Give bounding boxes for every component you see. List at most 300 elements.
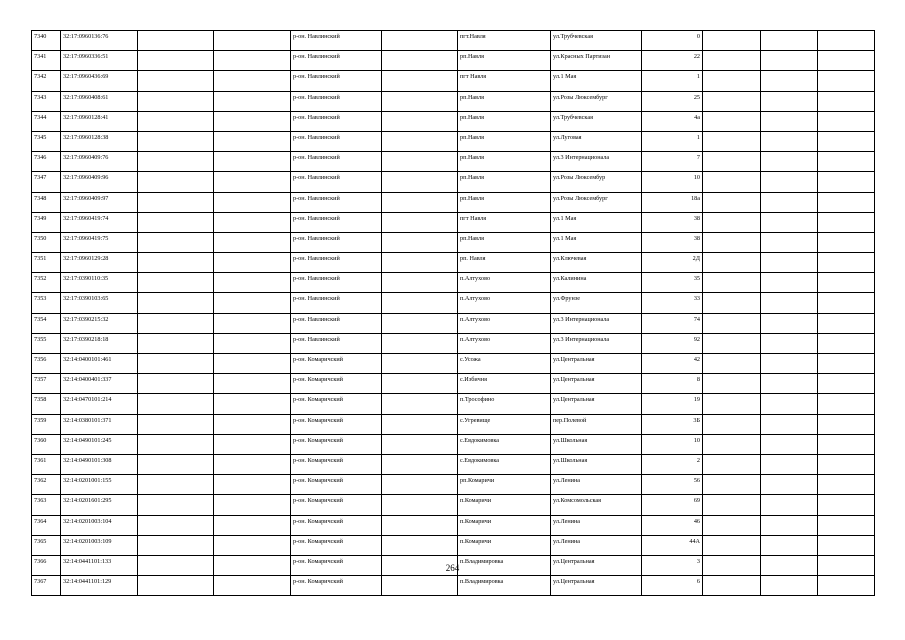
table-cell <box>214 293 291 313</box>
table-cell <box>818 313 875 333</box>
table-cell <box>703 333 761 353</box>
table-cell <box>818 434 875 454</box>
table-cell <box>761 495 818 515</box>
table-cell: 32:14:0400101:461 <box>61 354 138 374</box>
table-cell: рп.Навля <box>458 131 551 151</box>
table-cell <box>138 374 214 394</box>
table-cell: п.Комаричи <box>458 535 551 555</box>
table-cell: 7361 <box>32 454 61 474</box>
table-cell: рп.Навля <box>458 152 551 172</box>
table-cell <box>138 232 214 252</box>
table-cell <box>382 293 458 313</box>
table-cell: 7349 <box>32 212 61 232</box>
table-row <box>32 192 875 212</box>
table-cell: 32:14:0441101:129 <box>61 576 138 596</box>
table-cell: р-он. Навлинский <box>291 71 382 91</box>
table-cell <box>214 232 291 252</box>
table-row <box>32 152 875 172</box>
table-cell: п.Комаричи <box>458 495 551 515</box>
table-cell <box>703 152 761 172</box>
table-cell <box>214 354 291 374</box>
table-cell: р-он. Навлинский <box>291 51 382 71</box>
table-cell: 0 <box>642 31 703 51</box>
table-cell: ул.Трубчевская <box>551 111 642 131</box>
table-cell: п.Владимировка <box>458 576 551 596</box>
table-cell: 2 <box>642 454 703 474</box>
table-cell: 7354 <box>32 313 61 333</box>
table-cell <box>818 273 875 293</box>
table-cell <box>818 253 875 273</box>
page-number: 264 <box>445 563 460 573</box>
table-cell <box>703 354 761 374</box>
table-cell <box>818 111 875 131</box>
table-row <box>32 394 875 414</box>
table-cell <box>818 535 875 555</box>
table-cell <box>382 454 458 474</box>
table-cell <box>818 576 875 596</box>
table-cell: 32:17:0390215:32 <box>61 313 138 333</box>
table-cell <box>761 515 818 535</box>
table-cell <box>761 192 818 212</box>
table-cell <box>382 313 458 333</box>
table-cell <box>703 576 761 596</box>
table-cell: ул.Розы Люксембур <box>551 172 642 192</box>
table-cell <box>703 394 761 414</box>
table-cell: 7355 <box>32 333 61 353</box>
table-cell: ул.3 Интернационала <box>551 333 642 353</box>
table-cell: ул.Луговая <box>551 131 642 151</box>
table-cell: 7352 <box>32 273 61 293</box>
table-cell: 92 <box>642 333 703 353</box>
table-cell <box>214 253 291 273</box>
table-cell <box>382 172 458 192</box>
table-cell: 32:17:0960419:74 <box>61 212 138 232</box>
table-cell <box>214 495 291 515</box>
table-cell <box>382 273 458 293</box>
table-cell: 32:17:0390103:65 <box>61 293 138 313</box>
registry-table-body <box>32 31 875 596</box>
table-cell <box>818 172 875 192</box>
table-cell: 10 <box>642 434 703 454</box>
table-cell: р-он. Комаричский <box>291 576 382 596</box>
table-cell <box>382 31 458 51</box>
table-row <box>32 434 875 454</box>
table-cell: 7343 <box>32 91 61 111</box>
table-cell <box>818 293 875 313</box>
table-cell: 3 <box>642 555 703 575</box>
table-cell: ул.Школьная <box>551 434 642 454</box>
table-cell <box>761 172 818 192</box>
table-cell <box>138 51 214 71</box>
table-cell <box>703 91 761 111</box>
table-cell: п.Алтухово <box>458 293 551 313</box>
table-cell: 38 <box>642 212 703 232</box>
table-cell <box>761 475 818 495</box>
table-cell <box>761 374 818 394</box>
table-cell <box>138 212 214 232</box>
table-cell: ул.Фрунзе <box>551 293 642 313</box>
table-cell: 7346 <box>32 152 61 172</box>
table-cell <box>138 475 214 495</box>
table-cell: 7366 <box>32 555 61 575</box>
table-cell <box>818 454 875 474</box>
table-cell <box>761 212 818 232</box>
table-row <box>32 535 875 555</box>
table-cell: 32:17:0960128:38 <box>61 131 138 151</box>
table-cell: 46 <box>642 515 703 535</box>
table-cell: с.Избичня <box>458 374 551 394</box>
table-row <box>32 253 875 273</box>
table-cell: 32:14:0201001:155 <box>61 475 138 495</box>
table-cell: 7347 <box>32 172 61 192</box>
table-cell: п.Алтухово <box>458 273 551 293</box>
table-cell: 19 <box>642 394 703 414</box>
table-cell: ул.1 Мая <box>551 232 642 252</box>
table-row <box>32 232 875 252</box>
table-cell: 32:14:0400401:337 <box>61 374 138 394</box>
table-cell: рп.Навля <box>458 51 551 71</box>
table-cell <box>138 71 214 91</box>
table-cell <box>761 394 818 414</box>
table-cell: р-он. Навлинский <box>291 152 382 172</box>
table-cell <box>138 515 214 535</box>
table-cell: 42 <box>642 354 703 374</box>
table-cell: ул.1 Мая <box>551 71 642 91</box>
table-cell <box>382 71 458 91</box>
table-cell: р-он. Навлинский <box>291 232 382 252</box>
table-cell: 7350 <box>32 232 61 252</box>
table-cell <box>703 232 761 252</box>
table-cell <box>138 333 214 353</box>
table-cell: 6 <box>642 576 703 596</box>
table-row <box>32 172 875 192</box>
table-cell <box>761 454 818 474</box>
table-cell: 56 <box>642 475 703 495</box>
table-cell <box>382 515 458 535</box>
table-cell: 32:17:0960336:51 <box>61 51 138 71</box>
table-cell: 32:17:0960129:28 <box>61 253 138 273</box>
table-cell <box>761 91 818 111</box>
table-cell: 32:14:0490101:245 <box>61 434 138 454</box>
table-cell: р-он. Навлинский <box>291 313 382 333</box>
table-cell: р-он. Навлинский <box>291 293 382 313</box>
table-row <box>32 212 875 232</box>
table-cell: р-он. Комаричский <box>291 475 382 495</box>
table-cell: 3Б <box>642 414 703 434</box>
table-cell: ул.Комсомольская <box>551 495 642 515</box>
table-row <box>32 51 875 71</box>
table-row <box>32 354 875 374</box>
table-cell <box>703 111 761 131</box>
table-cell: 32:14:0380101:371 <box>61 414 138 434</box>
table-cell: 7360 <box>32 434 61 454</box>
table-cell <box>818 515 875 535</box>
table-cell: р-он. Навлинский <box>291 131 382 151</box>
table-cell: ул.Красных Партизан <box>551 51 642 71</box>
table-cell: с.Евдокимовка <box>458 434 551 454</box>
table-cell: р-он. Комаричский <box>291 555 382 575</box>
table-cell: 7353 <box>32 293 61 313</box>
table-cell <box>818 131 875 151</box>
table-cell <box>703 131 761 151</box>
table-cell <box>818 354 875 374</box>
table-cell: 2Д <box>642 253 703 273</box>
table-cell: р-он. Навлинский <box>291 111 382 131</box>
table-cell <box>818 333 875 353</box>
table-cell: п.Алтухово <box>458 313 551 333</box>
table-cell <box>382 192 458 212</box>
table-cell: 1 <box>642 71 703 91</box>
table-cell: 8 <box>642 374 703 394</box>
table-cell: 7342 <box>32 71 61 91</box>
table-cell <box>818 212 875 232</box>
table-cell: 7344 <box>32 111 61 131</box>
table-cell <box>761 31 818 51</box>
table-cell: рп.Комаричи <box>458 475 551 495</box>
table-cell: рп.Навля <box>458 232 551 252</box>
table-cell <box>818 71 875 91</box>
table-cell: ул.Ленина <box>551 515 642 535</box>
table-cell: ул.Ленина <box>551 535 642 555</box>
table-cell <box>214 535 291 555</box>
table-cell: р-он. Навлинский <box>291 172 382 192</box>
table-row <box>32 131 875 151</box>
table-cell: рп.Навля <box>458 91 551 111</box>
table-cell: п.Комаричи <box>458 515 551 535</box>
table-cell <box>214 414 291 434</box>
table-cell: 38 <box>642 232 703 252</box>
table-cell <box>818 495 875 515</box>
table-cell: рп.Навля <box>458 111 551 131</box>
table-cell <box>382 535 458 555</box>
table-cell <box>818 31 875 51</box>
table-cell: р-он. Навлинский <box>291 91 382 111</box>
table-cell <box>382 152 458 172</box>
table-cell <box>703 172 761 192</box>
table-cell <box>703 414 761 434</box>
table-cell <box>214 152 291 172</box>
table-cell <box>382 111 458 131</box>
table-cell <box>214 515 291 535</box>
table-cell <box>761 273 818 293</box>
table-cell <box>214 374 291 394</box>
table-cell <box>382 374 458 394</box>
table-cell <box>138 394 214 414</box>
table-cell: ул.3 Интернационала <box>551 152 642 172</box>
table-row <box>32 475 875 495</box>
table-cell <box>703 475 761 495</box>
table-cell <box>703 454 761 474</box>
table-cell: 32:17:0390218:18 <box>61 333 138 353</box>
table-cell: с.Усожа <box>458 354 551 374</box>
table-cell <box>138 434 214 454</box>
table-cell <box>761 434 818 454</box>
table-cell <box>818 394 875 414</box>
table-cell <box>382 51 458 71</box>
table-cell <box>703 51 761 71</box>
table-cell <box>703 515 761 535</box>
table-cell: ул.1 Мая <box>551 212 642 232</box>
table-cell: пгт.Навля <box>458 31 551 51</box>
table-cell <box>214 434 291 454</box>
table-cell: р-он. Комаричский <box>291 394 382 414</box>
table-cell <box>703 495 761 515</box>
table-cell <box>818 192 875 212</box>
table-cell <box>214 192 291 212</box>
table-row <box>32 414 875 434</box>
table-cell: ул.Центральная <box>551 354 642 374</box>
table-row <box>32 313 875 333</box>
table-cell: 32:17:0960409:96 <box>61 172 138 192</box>
table-cell: ул.Калинина <box>551 273 642 293</box>
table-cell: 7358 <box>32 394 61 414</box>
table-cell <box>818 475 875 495</box>
table-cell <box>138 495 214 515</box>
table-cell: 7351 <box>32 253 61 273</box>
table-cell <box>761 232 818 252</box>
table-cell <box>214 394 291 414</box>
table-cell <box>138 354 214 374</box>
table-row <box>32 515 875 535</box>
table-cell: 7364 <box>32 515 61 535</box>
table-cell <box>138 313 214 333</box>
table-cell <box>214 31 291 51</box>
table-cell <box>703 71 761 91</box>
table-cell: р-он. Комаричский <box>291 535 382 555</box>
table-cell: пер.Полевой <box>551 414 642 434</box>
table-cell: рп. Навля <box>458 253 551 273</box>
table-cell: 7363 <box>32 495 61 515</box>
table-cell: 7340 <box>32 31 61 51</box>
table-row <box>32 31 875 51</box>
table-cell <box>382 333 458 353</box>
table-cell <box>818 152 875 172</box>
table-row <box>32 495 875 515</box>
table-cell <box>214 131 291 151</box>
table-cell: 32:17:0960136:76 <box>61 31 138 51</box>
table-cell <box>761 152 818 172</box>
table-cell <box>138 576 214 596</box>
table-cell <box>214 576 291 596</box>
table-cell <box>703 212 761 232</box>
table-cell: ул.3 Интернационала <box>551 313 642 333</box>
table-cell: 7365 <box>32 535 61 555</box>
table-cell <box>761 131 818 151</box>
table-cell <box>214 51 291 71</box>
table-cell: 1 <box>642 131 703 151</box>
table-cell: ул.Розы Люксембург <box>551 192 642 212</box>
table-cell <box>138 31 214 51</box>
table-cell: 7357 <box>32 374 61 394</box>
table-cell <box>703 313 761 333</box>
table-cell: 7362 <box>32 475 61 495</box>
table-cell <box>761 51 818 71</box>
table-cell <box>761 253 818 273</box>
table-cell <box>214 71 291 91</box>
table-cell: пгт Навля <box>458 71 551 91</box>
table-cell: ул.Центральная <box>551 394 642 414</box>
table-cell: 35 <box>642 273 703 293</box>
table-cell <box>382 495 458 515</box>
table-cell: ул.Розы Люксембург <box>551 91 642 111</box>
table-cell <box>138 111 214 131</box>
table-row <box>32 91 875 111</box>
table-cell <box>818 91 875 111</box>
table-cell <box>138 273 214 293</box>
table-cell: р-он. Комаричский <box>291 495 382 515</box>
table-cell <box>382 131 458 151</box>
table-cell <box>703 273 761 293</box>
table-cell <box>138 253 214 273</box>
table-cell: с.Угревище <box>458 414 551 434</box>
table-cell <box>214 454 291 474</box>
table-row <box>32 333 875 353</box>
table-cell: р-он. Комаричский <box>291 454 382 474</box>
table-cell <box>382 232 458 252</box>
table-cell: 7 <box>642 152 703 172</box>
table-cell: ул.Центральная <box>551 555 642 575</box>
table-cell <box>214 91 291 111</box>
table-cell: пгт Навля <box>458 212 551 232</box>
table-cell <box>818 232 875 252</box>
table-cell <box>138 172 214 192</box>
table-cell <box>214 313 291 333</box>
table-cell: ул.Центральная <box>551 576 642 596</box>
table-cell <box>214 172 291 192</box>
table-cell <box>382 414 458 434</box>
table-cell <box>382 475 458 495</box>
table-cell: 33 <box>642 293 703 313</box>
table-cell <box>703 31 761 51</box>
table-cell: 32:14:0201003:104 <box>61 515 138 535</box>
table-row <box>32 111 875 131</box>
table-cell: 25 <box>642 91 703 111</box>
table-cell <box>382 212 458 232</box>
table-row <box>32 374 875 394</box>
table-cell: р-он. Навлинский <box>291 253 382 273</box>
table-cell: 10 <box>642 172 703 192</box>
table-cell: ул.Трубчевская <box>551 31 642 51</box>
table-cell: р-он. Комаричский <box>291 434 382 454</box>
table-cell: п.Трософино <box>458 394 551 414</box>
table-cell <box>703 253 761 273</box>
table-cell <box>138 192 214 212</box>
table-cell: р-он. Навлинский <box>291 212 382 232</box>
table-cell: 32:14:0201003:109 <box>61 535 138 555</box>
table-cell: рп.Навля <box>458 172 551 192</box>
table-cell: 7359 <box>32 414 61 434</box>
table-cell: п.Владимировка <box>458 555 551 575</box>
table-cell: 74 <box>642 313 703 333</box>
table-cell: ул.Ленина <box>551 475 642 495</box>
table-cell <box>761 354 818 374</box>
table-cell <box>761 71 818 91</box>
table-row <box>32 71 875 91</box>
table-cell: 7348 <box>32 192 61 212</box>
table-cell <box>818 414 875 434</box>
table-cell <box>214 475 291 495</box>
table-cell: с.Евдокимовка <box>458 454 551 474</box>
table-cell: ул.Школьная <box>551 454 642 474</box>
table-cell: 32:17:0960408:61 <box>61 91 138 111</box>
table-cell <box>214 212 291 232</box>
table-cell: 7356 <box>32 354 61 374</box>
table-cell: р-он. Комаричский <box>291 414 382 434</box>
table-cell <box>138 131 214 151</box>
table-cell: ул.Ключевая <box>551 253 642 273</box>
table-cell <box>382 576 458 596</box>
table-cell <box>761 293 818 313</box>
